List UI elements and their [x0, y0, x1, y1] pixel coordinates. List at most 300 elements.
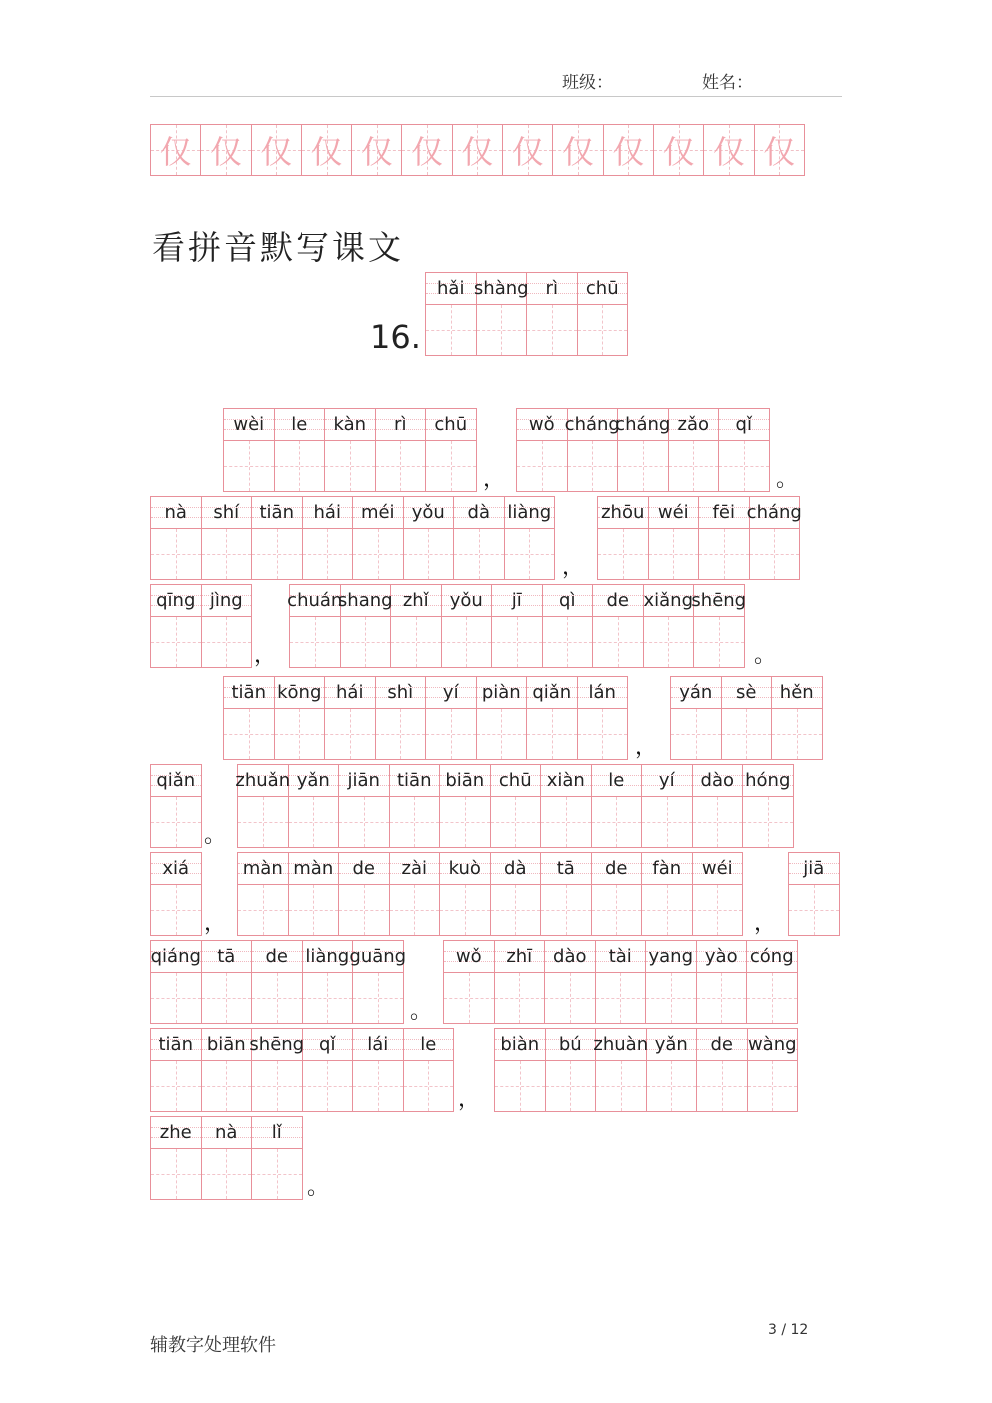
pinyin-box: [746, 497, 802, 529]
hanzi-writing-box[interactable]: [671, 709, 721, 759]
pinyin-box: [722, 677, 772, 709]
hanzi-writing-box[interactable]: [541, 885, 591, 935]
tian-zi-cell[interactable]: [237, 852, 289, 936]
practice-char: 仅: [411, 133, 444, 171]
hanzi-writing-box[interactable]: [454, 529, 504, 579]
hanzi-writing-box[interactable]: [151, 1061, 201, 1111]
pinyin-text: yán: [679, 682, 713, 703]
hanzi-writing-box[interactable]: [275, 441, 325, 491]
pinyin-box: [564, 409, 620, 441]
hanzi-writing-box[interactable]: [238, 797, 288, 847]
pinyin-box: [541, 853, 591, 885]
hanzi-writing-box[interactable]: [495, 1061, 545, 1111]
tian-zi-cell[interactable]: [403, 496, 455, 580]
tian-zi-cell[interactable]: [223, 676, 275, 760]
tian-zi-cell[interactable]: [721, 676, 773, 760]
tian-zi-cell[interactable]: [617, 408, 669, 492]
hanzi-writing-box[interactable]: [202, 1061, 252, 1111]
tian-zi-cell[interactable]: [490, 852, 542, 936]
tian-zi-cell[interactable]: [545, 1028, 597, 1112]
tian-zi-cell[interactable]: [592, 584, 644, 668]
hanzi-writing-box[interactable]: [325, 709, 375, 759]
hanzi-writing-box[interactable]: [426, 709, 476, 759]
hanzi-writing-box[interactable]: [578, 709, 628, 759]
pinyin-box: [151, 765, 201, 797]
tian-zi-cell[interactable]: [746, 940, 798, 1024]
practice-cell: [653, 124, 704, 176]
practice-cell: [150, 124, 201, 176]
pinyin-text: sè: [736, 682, 757, 703]
hanzi-writing-box[interactable]: [289, 885, 339, 935]
practice-char: 仅: [260, 133, 293, 171]
hanzi-writing-box[interactable]: [151, 885, 201, 935]
tian-zi-cell[interactable]: [349, 940, 407, 1024]
hanzi-writing-box[interactable]: [693, 885, 743, 935]
hanzi-writing-box[interactable]: [596, 1061, 646, 1111]
pinyin-text: lán: [588, 682, 616, 703]
hanzi-writing-box[interactable]: [722, 709, 772, 759]
tian-zi-cell[interactable]: [150, 940, 202, 1024]
practice-cell: [452, 124, 503, 176]
hanzi-writing-box[interactable]: [390, 885, 440, 935]
pinyin-text: hěn: [779, 682, 814, 703]
tian-zi-cell[interactable]: [490, 764, 542, 848]
tian-zi-cell[interactable]: [668, 408, 720, 492]
tian-zi-cell[interactable]: [643, 584, 695, 668]
hanzi-writing-box[interactable]: [694, 617, 744, 667]
tian-zi-cell[interactable]: [540, 764, 592, 848]
tian-zi-cell[interactable]: [150, 1028, 202, 1112]
pinyin-text: yang: [648, 946, 694, 967]
tian-zi-cell[interactable]: [473, 272, 529, 356]
hanzi-writing-box[interactable]: [747, 973, 797, 1023]
hanzi-writing-box[interactable]: [290, 617, 340, 667]
hanzi-writing-box[interactable]: [440, 797, 490, 847]
tian-zi-cell[interactable]: [476, 676, 528, 760]
tian-zi-cell[interactable]: [696, 940, 748, 1024]
tian-zi-cell[interactable]: [771, 676, 823, 760]
tian-zi-cell[interactable]: [302, 940, 354, 1024]
hanzi-writing-box[interactable]: [252, 973, 302, 1023]
practice-char: 仅: [310, 133, 343, 171]
hanzi-writing-box[interactable]: [618, 441, 668, 491]
hanzi-writing-box[interactable]: [404, 529, 454, 579]
practice-cell: [502, 124, 553, 176]
tian-zi-cell[interactable]: [403, 1028, 455, 1112]
hanzi-writing-box[interactable]: [151, 617, 201, 667]
tian-zi-cell[interactable]: [746, 496, 802, 580]
tian-zi-cell[interactable]: [302, 1028, 354, 1112]
tian-zi-cell[interactable]: [150, 764, 202, 848]
tian-zi-cell[interactable]: [439, 852, 491, 936]
hanzi-writing-box[interactable]: [303, 1061, 353, 1111]
pinyin-text: zhuàn: [593, 1034, 649, 1055]
tian-zi-cell[interactable]: [337, 584, 393, 668]
tian-zi-cell[interactable]: [544, 940, 596, 1024]
tian-zi-cell[interactable]: [788, 852, 840, 936]
hanzi-writing-box[interactable]: [492, 617, 542, 667]
hanzi-writing-box[interactable]: [545, 973, 595, 1023]
tian-zi-cell[interactable]: [274, 408, 326, 492]
hanzi-writing-box[interactable]: [252, 529, 302, 579]
hanzi-writing-box[interactable]: [202, 617, 252, 667]
pinyin-box: [593, 1029, 649, 1061]
tian-zi-cell[interactable]: [352, 496, 404, 580]
section-title: 看拼音默写课文: [152, 228, 404, 267]
practice-cell: [251, 124, 302, 176]
tian-zi-cell[interactable]: [251, 1028, 303, 1112]
tian-zi-cell[interactable]: [564, 408, 620, 492]
tian-zi-cell[interactable]: [150, 852, 202, 936]
hanzi-writing-box[interactable]: [289, 797, 339, 847]
tian-zi-cell[interactable]: [670, 676, 722, 760]
tian-zi-cell[interactable]: [591, 852, 643, 936]
tian-zi-cell[interactable]: [150, 1116, 202, 1200]
pinyin-box: [454, 497, 504, 529]
tian-zi-cell[interactable]: [251, 496, 303, 580]
tian-zi-cell[interactable]: [597, 496, 649, 580]
tian-zi-cell[interactable]: [641, 852, 693, 936]
pinyin-box: [235, 765, 291, 797]
pinyin-box: [390, 765, 440, 797]
tian-zi-cell[interactable]: [693, 584, 745, 668]
tian-zi-cell[interactable]: [494, 1028, 546, 1112]
pinyin-box: [541, 765, 591, 797]
hanzi-writing-box[interactable]: [699, 529, 749, 579]
tian-zi-cell[interactable]: [526, 272, 578, 356]
tian-zi-cell[interactable]: [338, 764, 390, 848]
hanzi-writing-box[interactable]: [495, 973, 545, 1023]
phrase-grid: [237, 764, 794, 848]
hanzi-writing-box[interactable]: [649, 529, 699, 579]
pinyin-text: de: [606, 590, 629, 611]
hanzi-writing-box[interactable]: [325, 441, 375, 491]
pinyin-text: jī: [511, 590, 522, 611]
pinyin-box: [202, 1117, 252, 1149]
pinyin-box: [325, 409, 375, 441]
hanzi-writing-box[interactable]: [568, 441, 618, 491]
tian-zi-cell[interactable]: [389, 764, 441, 848]
pinyin-text: yǎn: [296, 770, 330, 791]
hanzi-writing-box[interactable]: [743, 797, 793, 847]
hanzi-writing-box[interactable]: [491, 885, 541, 935]
hanzi-writing-box[interactable]: [353, 973, 403, 1023]
tian-zi-cell[interactable]: [494, 940, 546, 1024]
tian-zi-cell[interactable]: [646, 1028, 698, 1112]
tian-zi-cell[interactable]: [645, 940, 697, 1024]
hanzi-writing-box[interactable]: [647, 1061, 697, 1111]
tian-zi-cell[interactable]: [288, 764, 340, 848]
tian-zi-cell[interactable]: [338, 852, 390, 936]
hanzi-writing-box[interactable]: [341, 617, 391, 667]
pinyin-text: chuán: [287, 590, 343, 611]
pinyin-box: [151, 853, 201, 885]
tian-zi-cell[interactable]: [302, 496, 354, 580]
pinyin-box: [339, 853, 389, 885]
pinyin-text: wàng: [747, 1034, 797, 1055]
tian-zi-cell[interactable]: [577, 676, 629, 760]
pinyin-box: [376, 409, 426, 441]
pinyin-box: [404, 1029, 454, 1061]
tian-zi-cell[interactable]: [692, 764, 744, 848]
pinyin-box: [719, 409, 769, 441]
pinyin-text: shang: [337, 590, 393, 611]
hanzi-writing-box[interactable]: [252, 1061, 302, 1111]
tian-zi-cell[interactable]: [201, 584, 253, 668]
pinyin-box: [337, 585, 393, 617]
hanzi-writing-box[interactable]: [477, 305, 527, 355]
pinyin-box: [303, 497, 353, 529]
hanzi-writing-box[interactable]: [151, 797, 201, 847]
pinyin-text: shēng: [691, 590, 747, 611]
pinyin-text: wèi: [233, 414, 265, 435]
pinyin-text: xiàn: [546, 770, 585, 791]
practice-char: 仅: [209, 133, 242, 171]
tian-zi-cell[interactable]: [747, 1028, 799, 1112]
pinyin-box: [426, 273, 476, 305]
hanzi-writing-box[interactable]: [642, 885, 692, 935]
tian-zi-cell[interactable]: [648, 496, 700, 580]
name-label: 姓名：: [702, 73, 753, 93]
tian-zi-cell[interactable]: [540, 852, 592, 936]
pinyin-box: [642, 765, 692, 797]
hanzi-writing-box[interactable]: [644, 617, 694, 667]
pinyin-text: dà: [504, 858, 527, 879]
tian-zi-cell[interactable]: [641, 764, 693, 848]
pinyin-box: [275, 409, 325, 441]
tian-zi-cell[interactable]: [201, 1028, 253, 1112]
hanzi-writing-box[interactable]: [202, 1149, 252, 1199]
pinyin-text: jìng: [209, 590, 243, 611]
hanzi-writing-box[interactable]: [426, 441, 476, 491]
hanzi-writing-box[interactable]: [541, 797, 591, 847]
hanzi-writing-box[interactable]: [517, 441, 567, 491]
pinyin-box: [252, 1117, 302, 1149]
tian-zi-cell[interactable]: [274, 676, 326, 760]
hanzi-writing-box[interactable]: [224, 441, 274, 491]
tian-zi-cell[interactable]: [324, 676, 376, 760]
pinyin-text: hái: [313, 502, 341, 523]
hanzi-writing-box[interactable]: [592, 797, 642, 847]
pinyin-text: jiān: [347, 770, 380, 791]
hanzi-writing-box[interactable]: [376, 441, 426, 491]
phrase-grid: [223, 408, 477, 492]
practice-char: 仅: [612, 133, 645, 171]
hanzi-writing-box[interactable]: [151, 1149, 201, 1199]
pinyin-box: [505, 497, 555, 529]
tian-zi-cell[interactable]: [441, 584, 493, 668]
pinyin-text: zhōu: [601, 502, 645, 523]
tian-zi-cell[interactable]: [223, 408, 275, 492]
hanzi-writing-box[interactable]: [151, 973, 201, 1023]
period-mark: 。: [754, 643, 777, 668]
pinyin-box: [615, 409, 671, 441]
hanzi-writing-box[interactable]: [598, 529, 648, 579]
hanzi-writing-box[interactable]: [505, 529, 555, 579]
hanzi-writing-box[interactable]: [491, 797, 541, 847]
tian-zi-cell[interactable]: [150, 496, 202, 580]
pinyin-text: bú: [558, 1034, 582, 1055]
hanzi-writing-box[interactable]: [477, 709, 527, 759]
tian-zi-cell[interactable]: [425, 272, 477, 356]
pinyin-text: dào: [553, 946, 587, 967]
tian-zi-cell[interactable]: [742, 764, 794, 848]
hanzi-writing-box[interactable]: [697, 973, 747, 1023]
hanzi-writing-box[interactable]: [748, 1061, 798, 1111]
header-divider: [150, 96, 842, 97]
tian-zi-cell[interactable]: [595, 940, 647, 1024]
pinyin-text: màn: [242, 858, 283, 879]
tian-zi-cell[interactable]: [375, 676, 427, 760]
hanzi-writing-box[interactable]: [642, 797, 692, 847]
pinyin-box: [697, 1029, 747, 1061]
pinyin-box: [693, 853, 743, 885]
tian-zi-cell[interactable]: [542, 584, 594, 668]
hanzi-writing-box[interactable]: [750, 529, 800, 579]
hanzi-writing-box[interactable]: [353, 529, 403, 579]
hanzi-writing-box[interactable]: [772, 709, 822, 759]
class-label: 班级：: [562, 73, 613, 93]
period-mark: 。: [776, 467, 799, 492]
hanzi-writing-box[interactable]: [546, 1061, 596, 1111]
pinyin-box: [772, 677, 822, 709]
hanzi-writing-box[interactable]: [202, 529, 252, 579]
pinyin-text: biān: [206, 1034, 246, 1055]
hanzi-writing-box[interactable]: [376, 709, 426, 759]
tian-zi-cell[interactable]: [591, 764, 643, 848]
hanzi-writing-box[interactable]: [303, 973, 353, 1023]
pinyin-text: liàng: [507, 502, 552, 523]
hanzi-writing-box[interactable]: [353, 1061, 403, 1111]
tian-zi-cell[interactable]: [237, 764, 289, 848]
tian-zi-cell[interactable]: [390, 584, 442, 668]
practice-char: 仅: [712, 133, 745, 171]
pinyin-text: wǒ: [528, 414, 555, 435]
tian-zi-cell[interactable]: [289, 584, 341, 668]
tian-zi-cell[interactable]: [251, 940, 303, 1024]
tian-zi-cell[interactable]: [288, 852, 340, 936]
pinyin-box: [349, 941, 407, 973]
pinyin-box: [578, 677, 628, 709]
pinyin-text: tiān: [158, 1034, 193, 1055]
pinyin-text: de: [352, 858, 375, 879]
hanzi-writing-box[interactable]: [303, 529, 353, 579]
pinyin-box: [543, 585, 593, 617]
tian-zi-cell[interactable]: [425, 408, 477, 492]
tian-zi-cell[interactable]: [425, 676, 477, 760]
hanzi-writing-box[interactable]: [390, 797, 440, 847]
tian-zi-cell[interactable]: [595, 1028, 647, 1112]
pinyin-text: tā: [556, 858, 575, 879]
hanzi-writing-box[interactable]: [391, 617, 441, 667]
pinyin-text: rì: [545, 278, 558, 299]
pinyin-text: kàn: [333, 414, 367, 435]
hanzi-writing-box[interactable]: [404, 1061, 454, 1111]
tian-zi-cell[interactable]: [516, 408, 568, 492]
pinyin-box: [202, 941, 252, 973]
tian-zi-cell[interactable]: [201, 496, 253, 580]
pinyin-box: [303, 1029, 353, 1061]
hanzi-writing-box[interactable]: [592, 885, 642, 935]
hanzi-writing-box[interactable]: [426, 305, 476, 355]
hanzi-writing-box[interactable]: [527, 305, 577, 355]
pinyin-text: biàn: [500, 1034, 540, 1055]
tian-zi-cell[interactable]: [201, 1116, 253, 1200]
hanzi-writing-box[interactable]: [669, 441, 719, 491]
hanzi-writing-box[interactable]: [440, 885, 490, 935]
hanzi-writing-box[interactable]: [789, 885, 839, 935]
practice-char: 仅: [562, 133, 595, 171]
pinyin-box: [426, 677, 476, 709]
hanzi-writing-box[interactable]: [238, 885, 288, 935]
hanzi-writing-box[interactable]: [339, 797, 389, 847]
tian-zi-cell[interactable]: [504, 496, 556, 580]
pinyin-text: qiǎn: [156, 770, 196, 791]
tian-zi-cell[interactable]: [526, 676, 578, 760]
pinyin-text: nà: [164, 502, 187, 523]
hanzi-writing-box[interactable]: [444, 973, 494, 1023]
pinyin-box: [477, 677, 527, 709]
hanzi-writing-box[interactable]: [339, 885, 389, 935]
tian-zi-cell[interactable]: [696, 1028, 748, 1112]
tian-zi-cell[interactable]: [698, 496, 750, 580]
hanzi-writing-box[interactable]: [151, 529, 201, 579]
tian-zi-cell[interactable]: [375, 408, 427, 492]
hanzi-writing-box[interactable]: [646, 973, 696, 1023]
hanzi-writing-box[interactable]: [275, 709, 325, 759]
hanzi-writing-box[interactable]: [593, 617, 643, 667]
tian-zi-cell[interactable]: [324, 408, 376, 492]
tian-zi-cell[interactable]: [389, 852, 441, 936]
tian-zi-cell[interactable]: [251, 1116, 303, 1200]
hanzi-writing-box[interactable]: [442, 617, 492, 667]
pinyin-text: rì: [394, 414, 407, 435]
hanzi-writing-box[interactable]: [596, 973, 646, 1023]
hanzi-writing-box[interactable]: [578, 305, 628, 355]
tian-zi-cell[interactable]: [443, 940, 495, 1024]
hanzi-writing-box[interactable]: [527, 709, 577, 759]
pinyin-text: guāng: [349, 946, 407, 967]
pinyin-text: cóng: [749, 946, 794, 967]
tian-zi-cell[interactable]: [150, 584, 202, 668]
tian-zi-cell[interactable]: [453, 496, 505, 580]
hanzi-writing-box[interactable]: [224, 709, 274, 759]
pinyin-text: shàng: [473, 278, 529, 299]
tian-zi-cell[interactable]: [718, 408, 770, 492]
hanzi-writing-box[interactable]: [252, 1149, 302, 1199]
pinyin-text: zǎo: [677, 414, 709, 435]
hanzi-writing-box[interactable]: [693, 797, 743, 847]
tian-zi-cell[interactable]: [352, 1028, 404, 1112]
pinyin-text: màn: [293, 858, 334, 879]
tian-zi-cell[interactable]: [201, 940, 253, 1024]
tian-zi-cell[interactable]: [491, 584, 543, 668]
pinyin-text: biān: [445, 770, 485, 791]
hanzi-writing-box[interactable]: [543, 617, 593, 667]
pinyin-text: qīng: [156, 590, 196, 611]
phrase-grid: [516, 408, 770, 492]
practice-cell: [401, 124, 452, 176]
hanzi-writing-box[interactable]: [719, 441, 769, 491]
pinyin-box: [224, 409, 274, 441]
hanzi-writing-box[interactable]: [697, 1061, 747, 1111]
hanzi-writing-box[interactable]: [202, 973, 252, 1023]
tian-zi-cell[interactable]: [577, 272, 629, 356]
comma-mark: ，: [254, 643, 277, 668]
tian-zi-cell[interactable]: [692, 852, 744, 936]
tian-zi-cell[interactable]: [439, 764, 491, 848]
pinyin-text: de: [710, 1034, 733, 1055]
